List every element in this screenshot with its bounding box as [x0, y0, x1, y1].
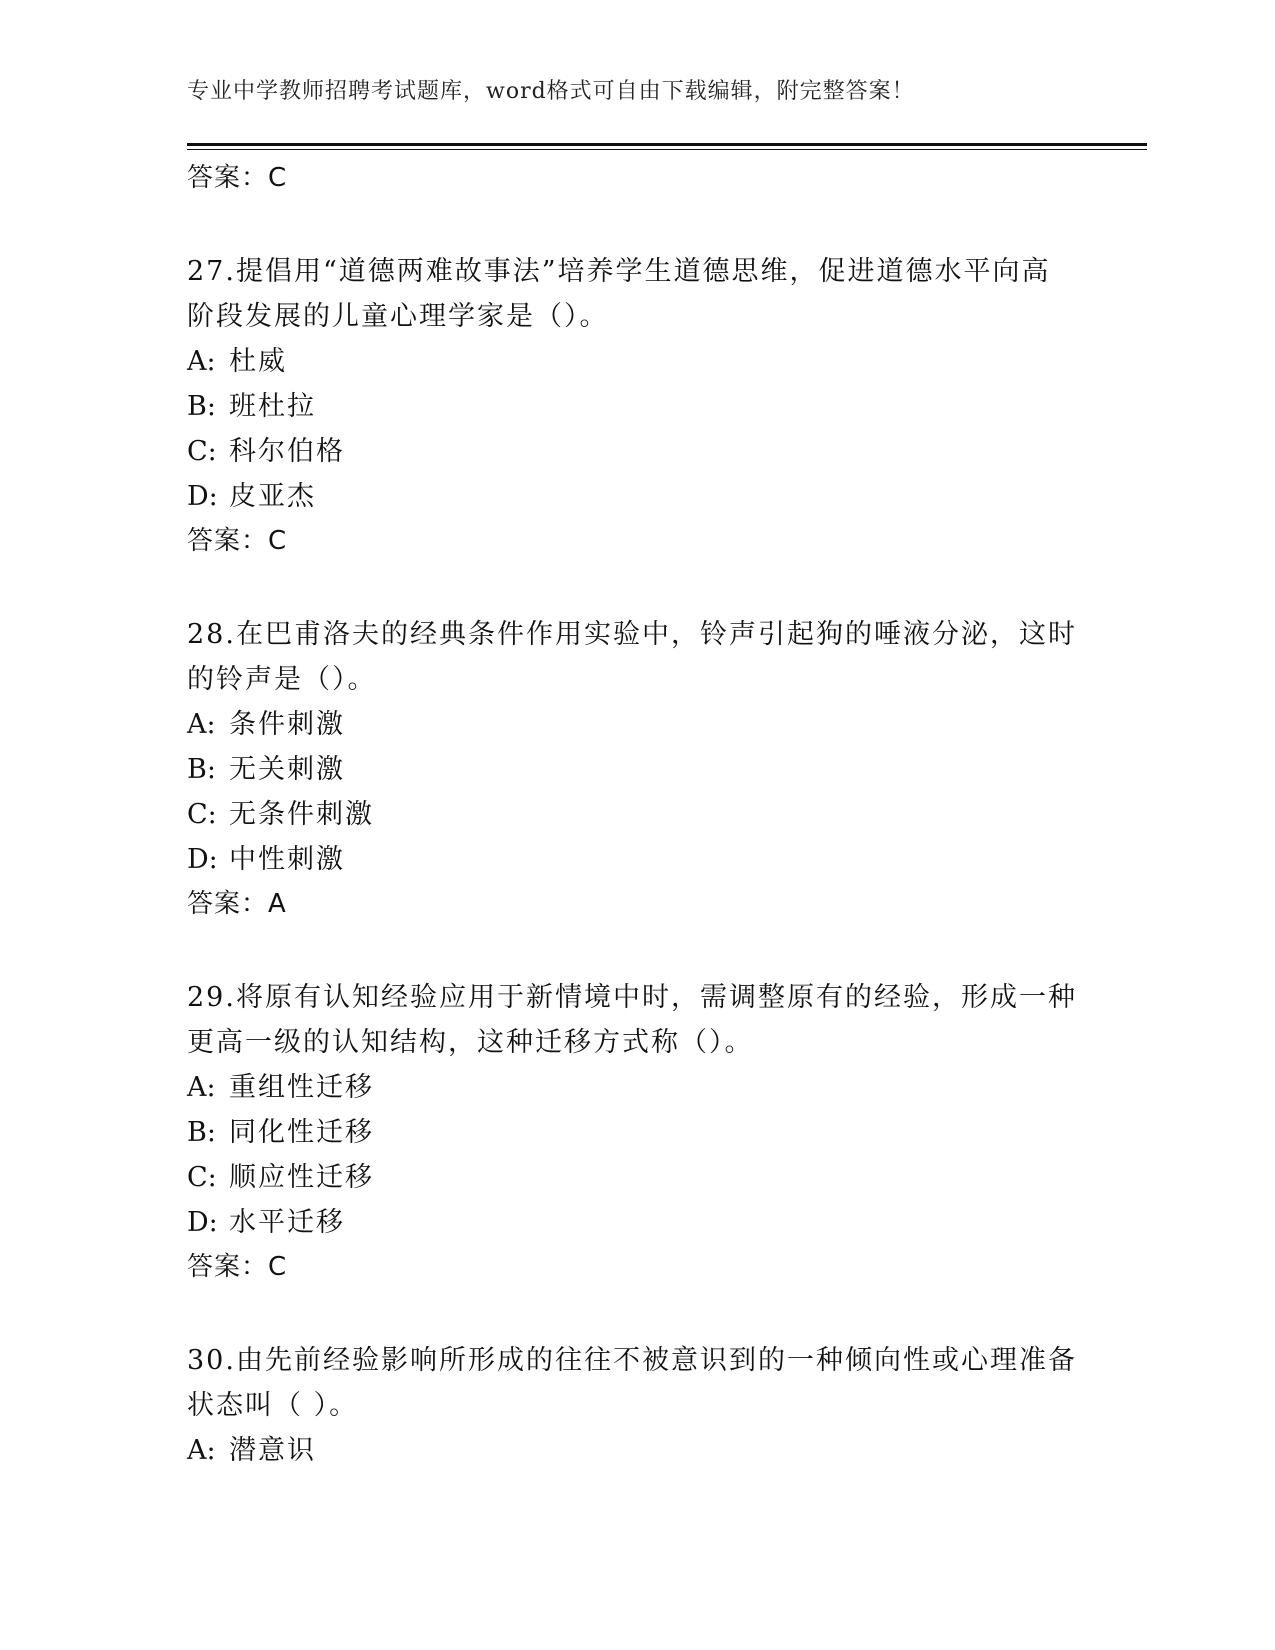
option-d [187, 474, 1087, 519]
option-label: C: [187, 799, 217, 830]
option-b [187, 1110, 1087, 1155]
option-label: C: [187, 436, 217, 467]
question-stem: 28.在巴甫洛夫的经典条件作用实验中，铃声引起狗的唾液分泌，这时 [187, 619, 1077, 650]
question-list [187, 156, 1087, 1473]
option-c [187, 1155, 1087, 1200]
option-a [187, 702, 1087, 747]
option-text: 水平迁移 [229, 1207, 345, 1238]
question-stem: 27.提倡用“道德两难故事法”培养学生道德思维，促进道德水平向高 [187, 256, 1051, 287]
question-block [187, 975, 1087, 1290]
option-text: 中性刺激 [229, 844, 345, 875]
option-a [187, 339, 1087, 384]
option-label: A: [187, 709, 216, 740]
option-label: B: [187, 391, 216, 422]
option-text: 无关刺激 [229, 754, 345, 785]
answer-line: 答案：C [187, 526, 288, 556]
option-b [187, 747, 1087, 792]
question-stem: 阶段发展的儿童心理学家是（）。 [187, 301, 609, 332]
option-d [187, 837, 1087, 882]
question-stem: 状态叫（ ）。 [187, 1390, 359, 1421]
option-c [187, 792, 1087, 837]
option-label: A: [187, 346, 216, 377]
answer-line: 答案：C [187, 1252, 288, 1282]
option-text: 条件刺激 [229, 709, 345, 740]
option-text: 潜意识 [229, 1435, 316, 1466]
option-text: 班杜拉 [229, 391, 316, 422]
header-rule-thin [187, 149, 1147, 150]
question-stem: 的铃声是（）。 [187, 664, 377, 695]
question-block [187, 249, 1087, 564]
option-text: 皮亚杰 [229, 481, 316, 512]
option-text: 重组性迁移 [229, 1072, 374, 1103]
option-text: 同化性迁移 [229, 1117, 374, 1148]
option-label: D: [187, 1207, 218, 1238]
option-label: D: [187, 481, 218, 512]
question-stem: 29.将原有认知经验应用于新情境中时，需调整原有的经验，形成一种 [187, 982, 1077, 1013]
question-stem: 更高一级的认知结构，这种迁移方式称（）。 [187, 1027, 754, 1058]
option-label: B: [187, 754, 216, 785]
option-label: C: [187, 1162, 217, 1193]
option-label: A: [187, 1072, 216, 1103]
header-rule-thick [187, 143, 1147, 146]
option-a [187, 1428, 1087, 1473]
option-text: 无条件刺激 [229, 799, 374, 830]
question-block [187, 612, 1087, 927]
option-text: 顺应性迁移 [229, 1162, 374, 1193]
answer-line: 答案：C [187, 163, 288, 193]
question-stem: 30.由先前经验影响所形成的往往不被意识到的一种倾向性或心理准备 [187, 1345, 1077, 1376]
option-b [187, 384, 1087, 429]
option-text: 科尔伯格 [229, 436, 345, 467]
option-text: 杜威 [229, 346, 287, 377]
option-c [187, 429, 1087, 474]
answer-line: 答案：A [187, 889, 287, 919]
option-label: B: [187, 1117, 216, 1148]
option-a [187, 1065, 1087, 1110]
page-header: 专业中学教师招聘考试题库，word格式可自由下载编辑，附完整答案！ [187, 79, 915, 104]
question-block [187, 1338, 1087, 1473]
option-label: D: [187, 844, 218, 875]
option-label: A: [187, 1435, 216, 1466]
option-d [187, 1200, 1087, 1245]
